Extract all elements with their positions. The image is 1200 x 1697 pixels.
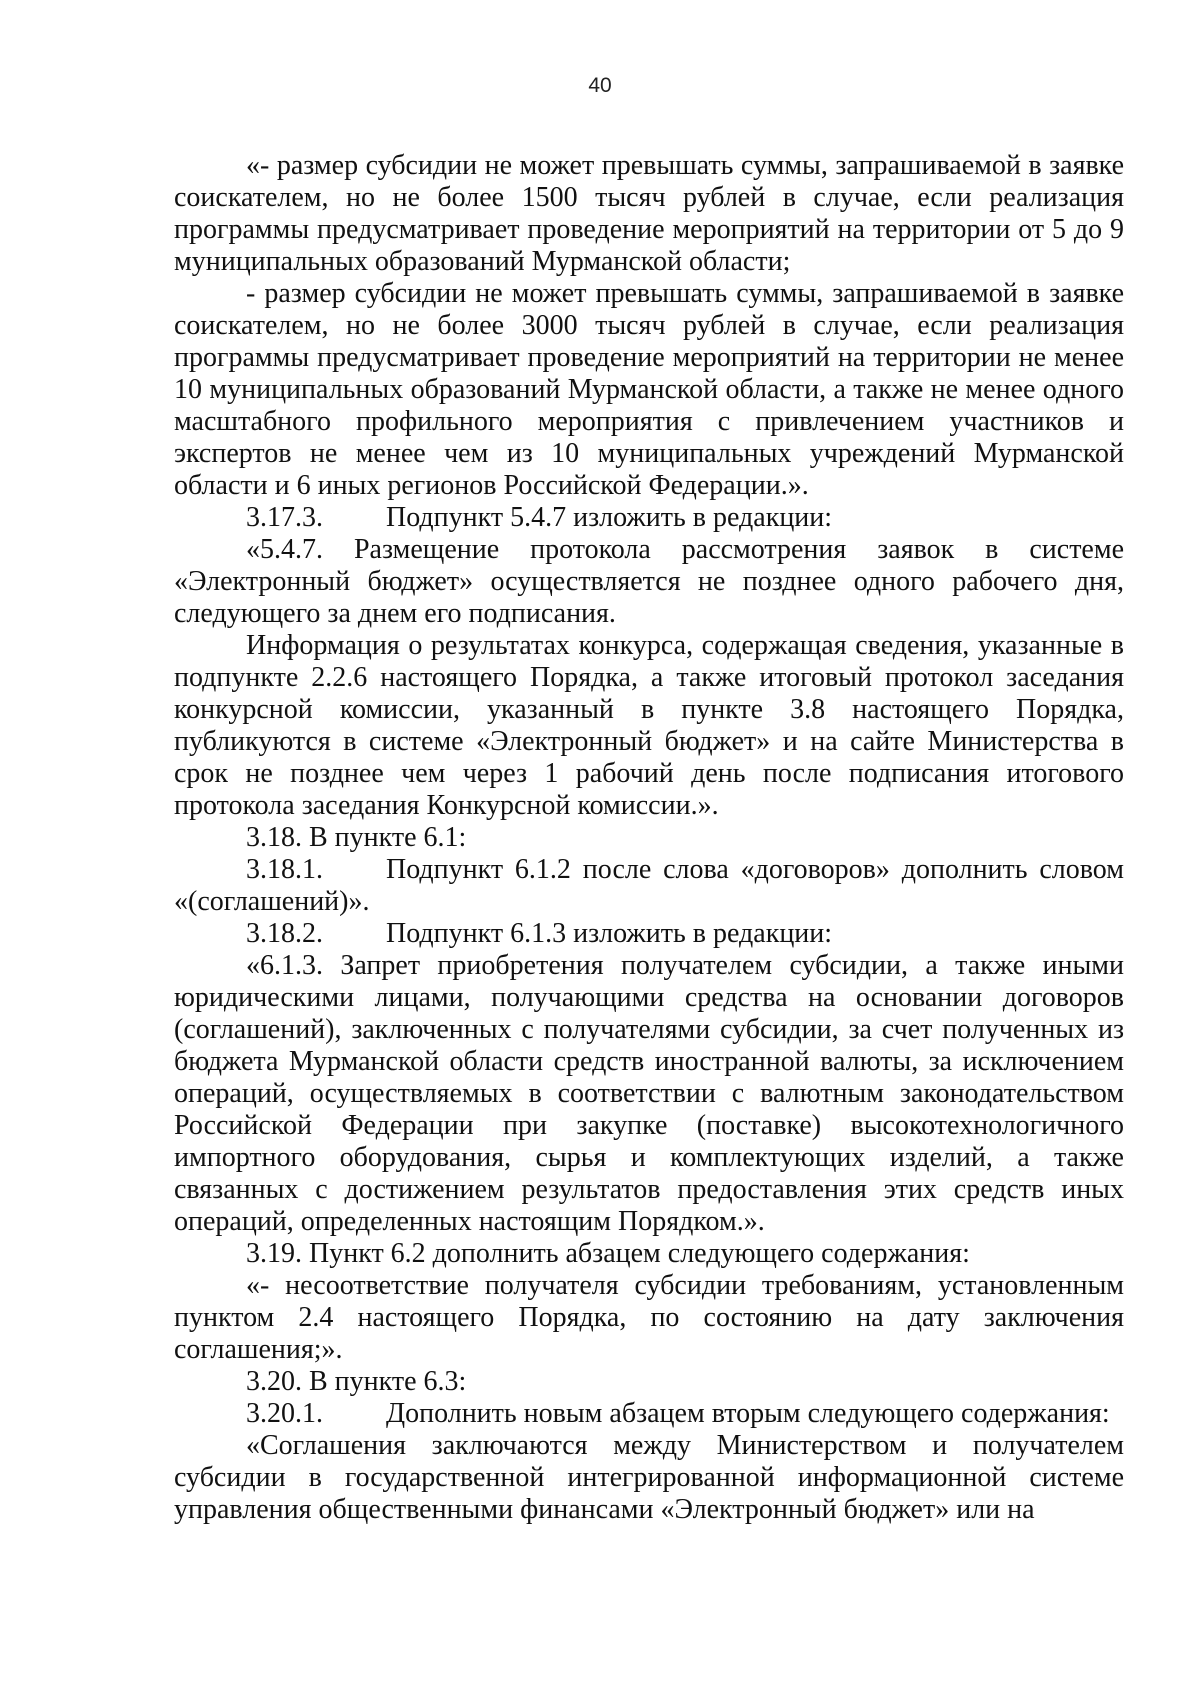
paragraph: «- размер субсидии не может превышать суммы, запрашиваемой в заявке соискателем, но не более 1500 тысяч рублей в случае, если реализация программы предусматривает проведение мероприятий на территории от 5 до 9 муниципальных образований Мурманской области; — [174, 150, 1124, 277]
subclause-number: 3.18.2. — [246, 918, 323, 949]
subclause-text: Подпункт 5.4.7 изложить в редакции: — [386, 502, 833, 533]
paragraph: «Соглашения заключаются между Министерством и получателем субсидии в государственной интегрированной информационной системе управления общественными финансами «Электронный бюджет» или на — [174, 1430, 1124, 1525]
paragraph: «6.1.3. Запрет приобретения получателем субсидии, а также иными юридическими лицами, получающими средства на основании договоров (соглашений), заключенных с получателями субсидии, за счет полученных из бюджета Мурманской области средств иностранной валюты, за исключением операций, осуществляемых в соответствии с валютным законодательством Российской Федерации при закупке (поставке) высокотехнологичного импортного оборудования, сырья и комплектующих изделий, а также связанных с достижением результатов предоставления этих средств иных операций, определенных настоящим Порядком.». — [174, 950, 1124, 1237]
subclause-number: 3.17.3. — [246, 502, 323, 533]
subclause — [174, 918, 1124, 950]
document-body — [174, 150, 1124, 1526]
paragraph: - размер субсидии не может превышать суммы, запрашиваемой в заявке соискателем, но не более 3000 тысяч рублей в случае, если реализация программы предусматривает проведение мероприятий на территории не менее 10 муниципальных образований Мурманской области, а также не менее одного масштабного профильного мероприятия с привлечением участников и экспертов не менее чем из 10 муниципальных учреждений Мурманской области и 6 иных регионов Российской Федерации.». — [174, 278, 1124, 501]
page-number: 40 — [588, 74, 612, 97]
clause-heading: 3.19. Пункт 6.2 дополнить абзацем следующего содержания: — [246, 1238, 970, 1269]
paragraph: «5.4.7. Размещение протокола рассмотрения заявок в системе «Электронный бюджет» осуществляется не позднее одного рабочего дня, следующего за днем его подписания. — [174, 534, 1124, 629]
paragraph: «- несоответствие получателя субсидии требованиям, установленным пунктом 2.4 настоящего Порядка, по состоянию на дату заключения соглашения;». — [174, 1270, 1124, 1365]
paragraph: Информация о результатах конкурса, содержащая сведения, указанные в подпункте 2.2.6 настоящего Порядка, а также итоговый протокол заседания конкурсной комиссии, указанный в пункте 3.8 настоящего Порядка, публикуются в системе «Электронный бюджет» и на сайте Министерства в срок не позднее чем через 1 рабочий день после подписания итогового протокола заседания Конкурсной комиссии.». — [174, 630, 1124, 821]
subclause-text: Подпункт 6.1.3 изложить в редакции: — [386, 918, 833, 949]
subclause-text: Дополнить новым абзацем вторым следующего содержания: — [386, 1398, 1110, 1429]
subclause-text: Подпункт 6.1.2 после слова «договоров» дополнить словом «(соглашений)». — [174, 854, 1124, 917]
subclause-number: 3.18.1. — [246, 854, 323, 885]
clause-heading: 3.18. В пункте 6.1: — [246, 822, 467, 853]
subclause — [174, 854, 1124, 918]
subclause — [174, 1398, 1124, 1430]
subclause — [174, 502, 1124, 534]
subclause-number: 3.20.1. — [246, 1398, 323, 1429]
clause-heading: 3.20. В пункте 6.3: — [246, 1366, 467, 1397]
